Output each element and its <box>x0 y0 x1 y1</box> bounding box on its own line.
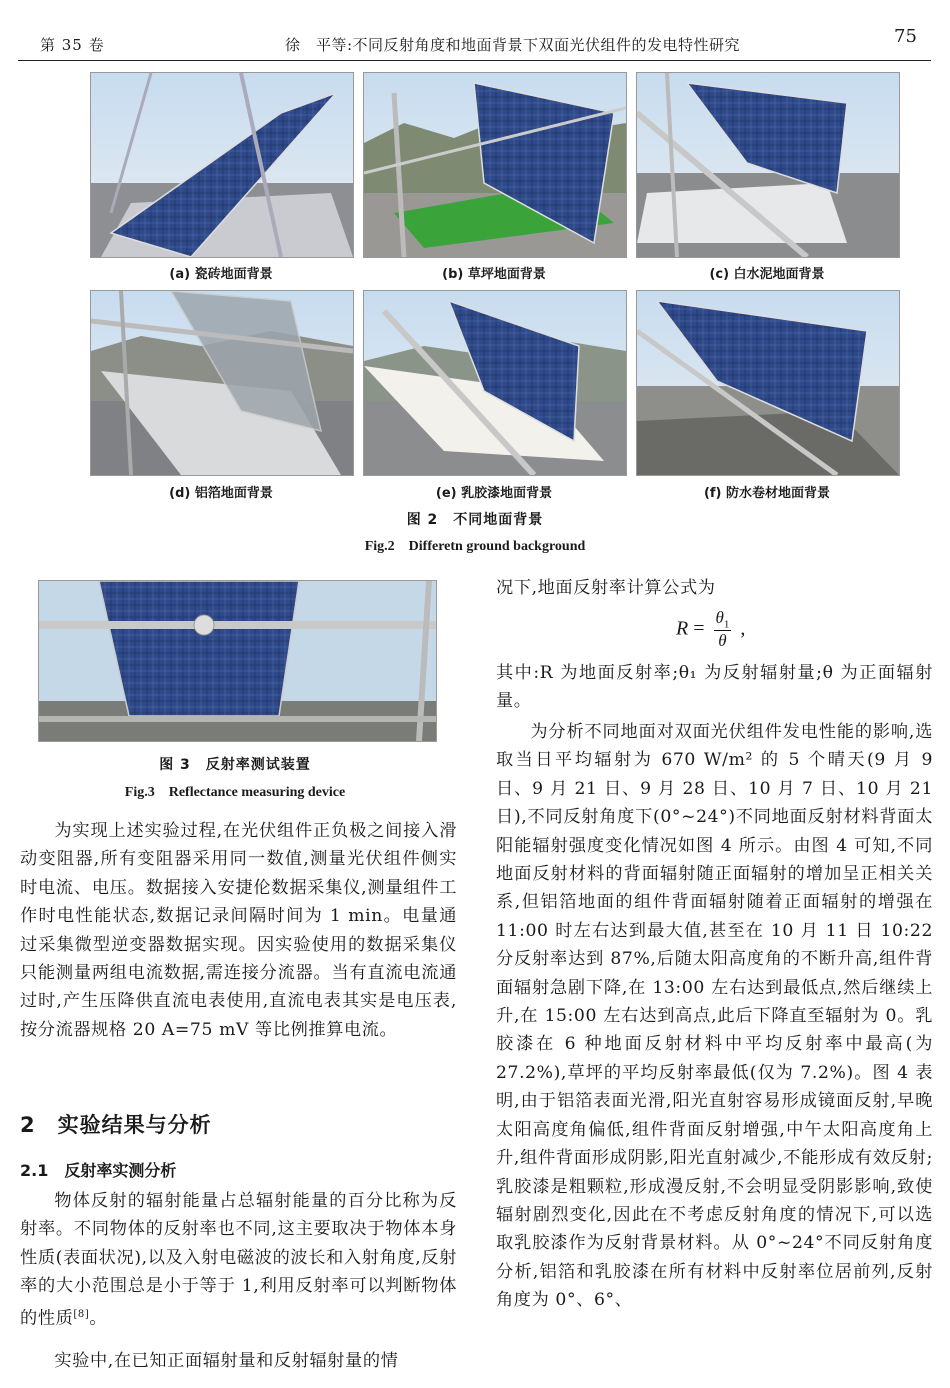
panel-caption-e: (e) 乳胶漆地面背景 <box>435 486 553 501</box>
figure3-caption-cn: 图 3 反射率测试装置 <box>159 757 311 773</box>
formula-denominator: θ <box>718 631 727 651</box>
photo-tile-ground <box>363 290 627 476</box>
left-paragraph-3: 实验中,在已知正面辐射量和反射辐射量的情 <box>54 1351 399 1371</box>
figure3-photo <box>38 580 437 742</box>
photo-tile-ground <box>90 290 354 476</box>
right-paragraph-definition: 其中:R 为地面反射率;θ₁ 为反射辐射量;θ 为正面辐射量。 <box>496 663 933 712</box>
formula-numerator: θ <box>715 608 724 627</box>
section-heading: 2 实验结果与分析 <box>20 1113 212 1137</box>
panel-caption-f: (f) 防水卷材地面背景 <box>703 486 831 501</box>
subsection-heading: 2.1 反射率实测分析 <box>20 1161 177 1180</box>
header-rule <box>18 60 931 61</box>
figure2-caption-en: Fig.2 Differetn ground background <box>364 539 586 554</box>
formula-num-sub: 1 <box>723 618 730 631</box>
formula-lhs: R <box>676 617 689 640</box>
reflectance-formula <box>676 608 745 651</box>
page-number: 75 <box>894 26 917 47</box>
panel-caption-d: (d) 铝箔地面背景 <box>169 486 273 501</box>
photo-tile-ground <box>636 290 900 476</box>
formula-equals: = <box>693 617 705 640</box>
left-paragraph-1: 为实现上述实验过程,在光伏组件正负极之间接入滑动变阻器,所有变阻器采用同一数值,测量光伏组件侧实时电流、电压。数据接入安捷伦数据采集仪,测量组件工作时电性能状态,数据记录间隔时间为 1 min。电量通过采集微型逆变器数据实现。因实验使用的数据采集仪只能测量两组电流数据,需连接分流器。当有直流电流通过时,产生压降供直流电表使用,直流电表其实是电压表,按分流器规格 20 A=75 mV 等比例推算电流。 <box>20 821 457 1040</box>
formula-tail: , <box>740 617 746 640</box>
panel-caption-a: (a) 瓷砖地面背景 <box>169 267 273 282</box>
photo-tile-ground <box>636 72 900 258</box>
right-line-1: 况下,地面反射率计算公式为 <box>496 578 716 598</box>
panel-caption-c: (c) 白水泥地面背景 <box>709 267 825 282</box>
panel-caption-b: (b) 草坪地面背景 <box>442 267 546 282</box>
left-paragraph-2: 物体反射的辐射能量占总辐射能量的百分比称为反射率。不同物体的反射率也不同,这主要取决于物体本身性质(表面状况),以及入射电磁波的波长和入射角度,反射率的大小范围总是小于等于 1,利用反射率可以判断物体的性质[8]。 <box>20 1191 457 1329</box>
running-title: 徐 平等:不同反射角度和地面背景下双面光伏组件的发电特性研究 <box>285 36 741 54</box>
journal-volume: 第 35 卷 <box>40 36 105 54</box>
figure3-caption-en: Fig.3 Reflectance measuring device <box>124 785 346 800</box>
figure2-caption-cn: 图 2 不同地面背景 <box>406 512 544 528</box>
right-paragraph-main: 为分析不同地面对双面光伏组件发电性能的影响,选取当日平均辐射为 670 W/m² 的 5 个晴天(9 月 9 日、9 月 21 日、9 月 28 日、10 月 7 日、10 月 21 日),不同反射角度下(0°~24°)不同地面反射材料背面太阳能辐射强度变化情况如图 4 所示。由图 4 可知,不同地面反射材料的背面辐射随正面辐射的增加呈正相关关系,但铝箔地面的组件背面辐射随着正面辐射的增强在 11:00 时左右达到最大值,甚至在 10 月 11 日 10:22 分反射率达到 87%,后随太阳高度角的不断升高,组件背面辐射急剧下降,在 13:00 左右达到最低点,然后继续上升,在 15:00 左右达到高点,此后下降直至辐射为 0。乳胶漆在 6 种地面反射材料中平均反射率中最高(为27.2%),草坪的平均反射率最低(仅为 7.2%)。图 4 表明,由于铝箔表面光滑,阳光直射容易形成镜面反射,早晚太阳高度角偏低,组件背面反射增强,中午太阳高度角上升,组件背面形成阴影,阳光直射减少,不能形成有效反射;乳胶漆是粗颗粒,形成漫反射,不会明显受阴影影响,致使辐射剧烈变化,因此在不考虑反射角度的情况下,可以选取乳胶漆作为反射背景材料。从 0°~24°不同反射角度分析,铝箔和乳胶漆在所有材料中反射率位居前列,反射角度为 0°、6°、 <box>496 722 933 1311</box>
photo-tile-ground <box>90 72 354 258</box>
photo-tile-ground <box>363 72 627 258</box>
